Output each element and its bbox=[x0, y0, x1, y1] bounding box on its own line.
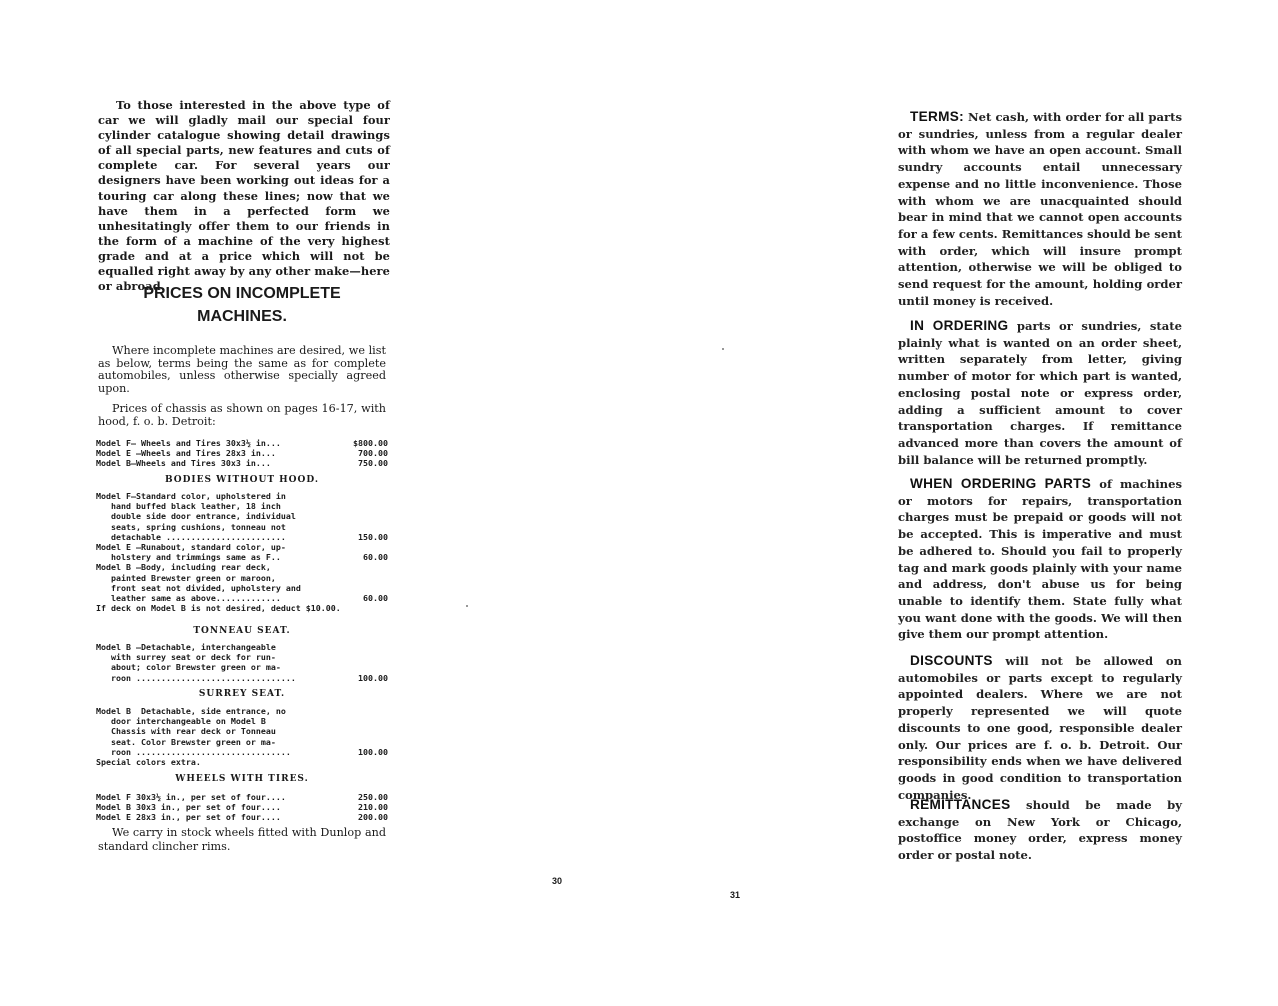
tonneau-header: TONNEAU SEAT. bbox=[193, 626, 291, 636]
tonneau-list bbox=[96, 642, 388, 683]
price-label: Model E —Wheels and Tires 28x3 in... bbox=[96, 448, 276, 459]
ordering-lead: IN ORDERING bbox=[910, 318, 1009, 333]
incomplete-intro-paragraph: Where incomplete machines are desired, we list as below, terms being the same as for complete automobiles, unless otherwise specially agreed upon. bbox=[98, 344, 386, 395]
chassis-prices-paragraph: Prices of chassis as shown on pages 16-17, with hood, f. o. b. Detroit: bbox=[98, 402, 386, 428]
item-desc: Model B —Detachable, interchangeable with surrey seat or deck for run- about; color Brewster green or ma- roon ................................ bbox=[96, 642, 296, 683]
remittances-paragraph bbox=[898, 797, 1182, 864]
body-item bbox=[96, 542, 388, 562]
price-label: Model E 28x3 in., per set of four.... bbox=[96, 812, 281, 823]
price-value: 750.00 bbox=[358, 458, 388, 469]
note-text: If deck on Model B is not desired, deduct $10.00. bbox=[96, 603, 341, 614]
terms-text: Net cash, with order for all parts or sundries, unless from a regular dealer with whom we have an open account. Small sundry accounts entail unnecessary expense and no little inconvenience. Those with whom we are unacquainted should bear in mind that we cannot open accounts for a few cents. Remittances should be sent with order, which will insure prompt attention, otherwise we will be obliged to send request for the amount, holding order until money is received. bbox=[898, 110, 1182, 308]
note-text: Special colors extra. bbox=[96, 757, 201, 768]
price-value: $800.00 bbox=[353, 438, 388, 448]
item-desc: Model F—Standard color, upholstered in hand buffed black leather, 18 inch double side door entrance, individual seats, spring cushions, tonneau not detachable ........................ bbox=[96, 491, 296, 542]
price-row bbox=[96, 458, 388, 468]
discounts-section bbox=[898, 653, 1182, 803]
price-label: Model B 30x3 in., per set of four.... bbox=[96, 802, 281, 813]
discounts-paragraph bbox=[898, 653, 1182, 803]
body-item bbox=[96, 562, 388, 603]
wheels-list bbox=[96, 792, 388, 823]
surrey-item bbox=[96, 706, 388, 757]
price-row bbox=[96, 438, 388, 448]
price-value: 210.00 bbox=[358, 802, 388, 813]
terms-lead: TERMS: bbox=[910, 109, 964, 124]
wheels-header: WHEELS WITH TIRES. bbox=[175, 774, 309, 784]
discounts-text: will not be allowed on automobiles or parts except to regularly appointed dealers. Where we are not properly represented we will quote discounts to one good, responsible dealer only. Our prices are f. o. b. Detroit. Our responsibility ends when we have delivered goods in good condition to transportation companies. bbox=[898, 654, 1182, 802]
item-desc: Model E —Runabout, standard color, up- holstery and trimmings same as F.. bbox=[96, 542, 286, 563]
surrey-list bbox=[96, 706, 388, 767]
surrey-note bbox=[96, 757, 388, 767]
ordering-paragraph bbox=[898, 318, 1182, 468]
speck bbox=[466, 605, 468, 607]
terms-paragraph bbox=[898, 109, 1182, 309]
page-number-left: 30 bbox=[552, 876, 563, 886]
price-value: 60.00 bbox=[363, 593, 388, 604]
parts-text: of machines or motors for repairs, transportation charges must be prepaid or goods will not be accepted. This is imperative and must be adhered to. Should you fail to properly tag and mark goods plainly with your name and address, don't abuse us for being unable to identify them. State fully what you want done with the goods. We will then give them our prompt attention. bbox=[898, 477, 1182, 642]
price-value: 150.00 bbox=[358, 531, 388, 542]
right-page bbox=[640, 0, 1278, 1006]
ordering-text: parts or sundries, state plainly what is wanted on an order sheet, written separately from letter, giving number of motor for which part is wanted, enclosing postal note or express order, adding a sufficient amount to cover transportation charges. If remittance advanced more than covers the amount of bill balance will be returned promptly. bbox=[898, 319, 1183, 467]
price-value: 200.00 bbox=[358, 812, 388, 823]
remittances-lead: REMITTANCES bbox=[910, 797, 1011, 812]
price-label: Model F— Wheels and Tires 30x3½ in... bbox=[96, 438, 281, 448]
item-desc: Model B —Body, including rear deck, painted Brewster green or maroon, front seat not divided, upholstery and leather same as above............. bbox=[96, 562, 301, 604]
terms-section bbox=[898, 109, 1182, 309]
parts-section bbox=[898, 476, 1182, 643]
price-value: 100.00 bbox=[358, 746, 388, 757]
parts-lead: WHEN ORDERING PARTS bbox=[910, 476, 1092, 491]
item-desc: Model B Detachable, side entrance, no door interchangeable on Model B Chassis with rear deck or Tonneau seat. Color Brewster green or ma- roon ............................... bbox=[96, 706, 291, 757]
price-value: 100.00 bbox=[358, 672, 388, 683]
price-value: 60.00 bbox=[363, 552, 388, 563]
price-row bbox=[96, 792, 388, 802]
price-row bbox=[96, 448, 388, 458]
parts-paragraph bbox=[898, 476, 1182, 643]
price-label: Model B—Wheels and Tires 30x3 in... bbox=[96, 458, 271, 469]
page-number-right: 31 bbox=[730, 890, 741, 900]
remittances-text: should be made by exchange on New York or Chicago, postoffice money order, express money order or postal note. bbox=[898, 798, 1182, 863]
intro-paragraph: To those interested in the above type of car we will gladly mail our special four cylinder catalogue showing detail drawings of all special parts, new features and cuts of complete car. For several years our designers have been working out ideas for a touring car along these lines; now that we have them in a perfected form we unhesitatingly offer them to our friends in the form of a machine of the very highest grade and at a price which will not be equalled right away by any other make—here or abroad. bbox=[98, 98, 390, 294]
price-row bbox=[96, 812, 388, 822]
closing-paragraph: We carry in stock wheels fitted with Dunlop and standard clincher rims. bbox=[98, 826, 386, 853]
section-title-line1: PRICES ON INCOMPLETE bbox=[143, 285, 341, 302]
section-title-line2: MACHINES. bbox=[197, 308, 287, 325]
discounts-lead: DISCOUNTS bbox=[910, 653, 993, 668]
bodies-header: BODIES WITHOUT HOOD. bbox=[165, 475, 319, 485]
chassis-price-list bbox=[96, 438, 388, 469]
deck-note bbox=[96, 603, 388, 613]
body-item bbox=[96, 491, 388, 542]
bodies-list bbox=[96, 491, 388, 613]
price-value: 250.00 bbox=[358, 792, 388, 802]
ordering-section bbox=[898, 318, 1182, 468]
tonneau-item bbox=[96, 642, 388, 683]
price-row bbox=[96, 802, 388, 812]
price-value: 700.00 bbox=[358, 448, 388, 459]
surrey-header: SURREY SEAT. bbox=[198, 689, 286, 699]
remittances-section bbox=[898, 797, 1182, 864]
price-label: Model F 30x3½ in., per set of four.... bbox=[96, 792, 286, 802]
